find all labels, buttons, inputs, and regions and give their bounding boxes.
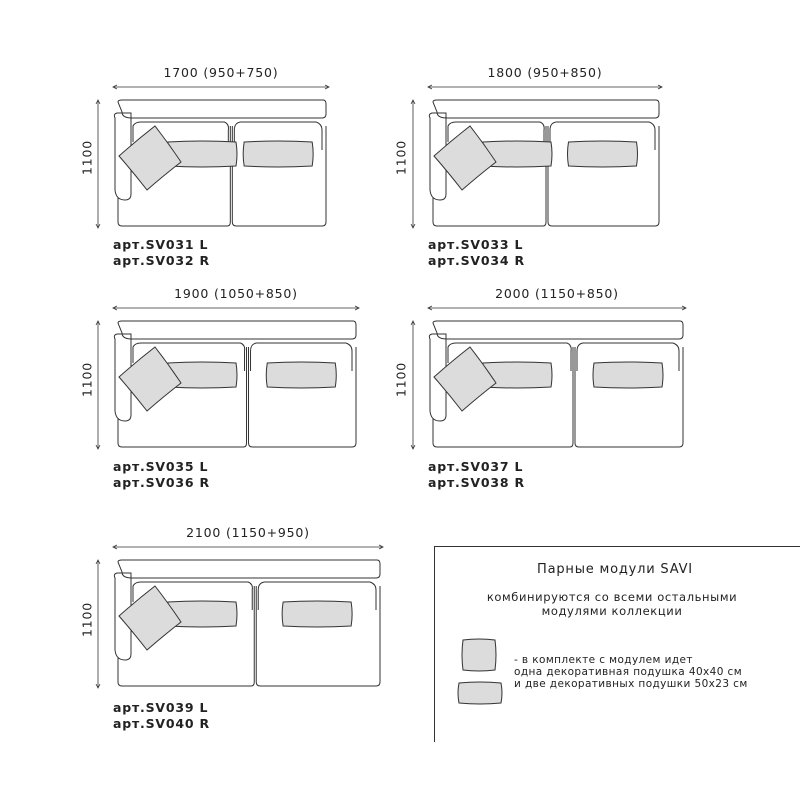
article-left: арт.SV035 L: [113, 459, 209, 474]
legend-note-line: и две декоративных подушки 50х23 см: [514, 678, 748, 690]
article-right: арт.SV040 R: [113, 716, 210, 731]
height-label: 1100: [393, 362, 409, 398]
width-label: 1900 (1050+850): [174, 286, 298, 301]
legend-note: [514, 654, 748, 690]
pillow-40x40-icon: [460, 637, 498, 673]
legend-title: Парные модули SAVI: [537, 562, 693, 577]
width-label: 1700 (950+750): [163, 65, 279, 80]
legend-note-line: - в комплекте с модулем идет: [514, 654, 693, 666]
bolster-right: [282, 601, 352, 627]
article-left: арт.SV039 L: [113, 700, 209, 715]
sofa-backrest: [118, 560, 380, 578]
height-label: 1100: [79, 140, 95, 176]
legend-subtitle-line: модулями коллекции: [541, 604, 683, 618]
article-right: арт.SV038 R: [428, 475, 525, 490]
pillow-50x23-icon: [456, 680, 504, 706]
square-pillow: [119, 586, 181, 650]
article-left: арт.SV037 L: [428, 459, 524, 474]
article-left: арт.SV031 L: [113, 237, 209, 252]
width-label: 2100 (1150+950): [186, 525, 310, 540]
width-label: 1800 (950+850): [487, 65, 603, 80]
article-left: арт.SV033 L: [428, 237, 524, 252]
width-label: 2000 (1150+850): [495, 286, 619, 301]
height-label: 1100: [79, 602, 95, 638]
article-right: арт.SV032 R: [113, 253, 210, 268]
article-right: арт.SV034 R: [428, 253, 525, 268]
legend-subtitle: [470, 590, 754, 618]
height-label: 1100: [79, 362, 95, 398]
article-right: арт.SV036 R: [113, 475, 210, 490]
legend-subtitle-line: комбинируются со всеми остальными: [486, 590, 738, 604]
height-label: 1100: [393, 140, 409, 176]
legend-note-line: одна декоративная подушка 40х40 см: [514, 666, 743, 678]
